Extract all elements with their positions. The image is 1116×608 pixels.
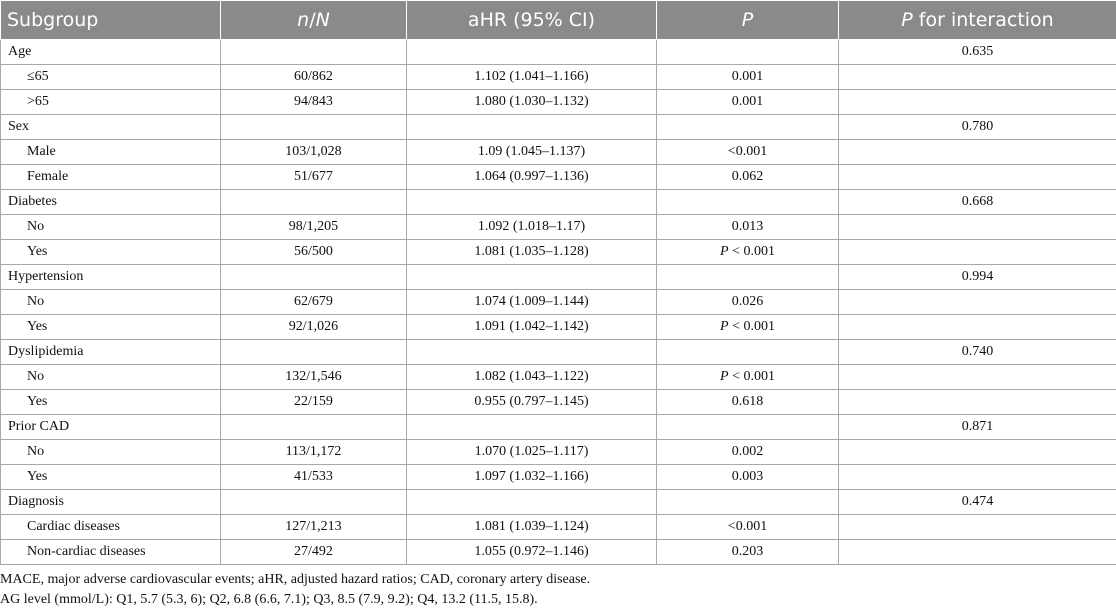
table-row <box>1 315 1116 340</box>
cell-p: 0.001 <box>657 65 839 90</box>
table-group-row <box>1 190 1116 215</box>
cell-p-interaction <box>839 315 1116 340</box>
cell-subgroup: Diagnosis <box>1 490 221 515</box>
cell-ahr: 1.081 (1.035–1.128) <box>407 240 657 265</box>
table-row <box>1 140 1116 165</box>
cell-p-symbol: P <box>720 319 729 334</box>
cell-p <box>657 365 839 390</box>
cell-ahr <box>407 415 657 440</box>
cell-subgroup: Male <box>1 140 221 165</box>
cell-n-over-N: 41/533 <box>221 465 407 490</box>
col-header-N: N <box>315 9 330 31</box>
table-row <box>1 90 1116 115</box>
cell-p: <0.001 <box>657 140 839 165</box>
cell-p-interaction: 0.474 <box>839 490 1116 515</box>
cell-subgroup: Dyslipidemia <box>1 340 221 365</box>
footnote-ag-levels: AG level (mmol/L): Q1, 5.7 (5.3, 6); Q2, 6.8 (6.6, 7.1); Q3, 8.5 (7.9, 9.2); Q4, 13.2 (11.5, 15.8). <box>0 592 538 607</box>
cell-p: 0.002 <box>657 440 839 465</box>
cell-p-interaction <box>839 90 1116 115</box>
cell-n-over-N: 51/677 <box>221 165 407 190</box>
table-row <box>1 365 1116 390</box>
col-header-n-over-N <box>221 1 407 40</box>
cell-subgroup: No <box>1 290 221 315</box>
cell-subgroup: Sex <box>1 115 221 140</box>
cell-ahr: 1.055 (0.972–1.146) <box>407 540 657 565</box>
cell-subgroup: Female <box>1 165 221 190</box>
cell-p-interaction: 0.871 <box>839 415 1116 440</box>
cell-p-interaction <box>839 140 1116 165</box>
col-header-slash: / <box>309 9 316 31</box>
cell-subgroup: Prior CAD <box>1 415 221 440</box>
cell-n-over-N: 98/1,205 <box>221 215 407 240</box>
cell-ahr: 1.09 (1.045–1.137) <box>407 140 657 165</box>
cell-p: 0.003 <box>657 465 839 490</box>
cell-n-over-N: 103/1,028 <box>221 140 407 165</box>
cell-ahr <box>407 490 657 515</box>
cell-p-interaction <box>839 290 1116 315</box>
cell-ahr: 1.080 (1.030–1.132) <box>407 90 657 115</box>
cell-p-interaction: 0.668 <box>839 190 1116 215</box>
cell-p: 0.013 <box>657 215 839 240</box>
col-header-p-interaction-rest: for interaction <box>912 9 1054 31</box>
cell-ahr <box>407 190 657 215</box>
cell-p-interaction <box>839 240 1116 265</box>
cell-subgroup: ≤65 <box>1 65 221 90</box>
table-row <box>1 240 1116 265</box>
cell-p-value: < 0.001 <box>728 244 775 259</box>
table-header <box>1 1 1116 40</box>
table-row <box>1 540 1116 565</box>
cell-p-interaction <box>839 365 1116 390</box>
table-row <box>1 390 1116 415</box>
cell-p <box>657 115 839 140</box>
cell-p: 0.618 <box>657 390 839 415</box>
cell-n-over-N: 127/1,213 <box>221 515 407 540</box>
cell-ahr: 1.097 (1.032–1.166) <box>407 465 657 490</box>
col-header-p-text: P <box>741 9 754 31</box>
cell-ahr <box>407 115 657 140</box>
cell-p: 0.001 <box>657 90 839 115</box>
cell-p <box>657 315 839 340</box>
table-row <box>1 515 1116 540</box>
cell-n-over-N <box>221 415 407 440</box>
cell-n-over-N <box>221 340 407 365</box>
cell-n-over-N: 60/862 <box>221 65 407 90</box>
cell-p <box>657 265 839 290</box>
col-header-p-interaction-p: P <box>901 9 913 31</box>
cell-subgroup: Cardiac diseases <box>1 515 221 540</box>
cell-subgroup: Non-cardiac diseases <box>1 540 221 565</box>
cell-n-over-N <box>221 190 407 215</box>
cell-subgroup: Age <box>1 40 221 65</box>
table-row <box>1 440 1116 465</box>
cell-n-over-N: 94/843 <box>221 90 407 115</box>
cell-p: 0.026 <box>657 290 839 315</box>
cell-p <box>657 240 839 265</box>
cell-p: 0.062 <box>657 165 839 190</box>
cell-subgroup: No <box>1 215 221 240</box>
col-header-p <box>657 1 839 40</box>
table-group-row <box>1 340 1116 365</box>
table-group-row <box>1 265 1116 290</box>
cell-subgroup: >65 <box>1 90 221 115</box>
cell-n-over-N: 27/492 <box>221 540 407 565</box>
table-group-row <box>1 490 1116 515</box>
col-header-ahr-text: aHR (95% CI) <box>467 9 596 31</box>
cell-n-over-N <box>221 265 407 290</box>
cell-p <box>657 490 839 515</box>
table-row <box>1 165 1116 190</box>
table-row <box>1 65 1116 90</box>
cell-p-value: < 0.001 <box>728 319 775 334</box>
cell-n-over-N: 22/159 <box>221 390 407 415</box>
table-group-row <box>1 115 1116 140</box>
header-row <box>1 1 1116 40</box>
col-header-p-interaction <box>839 1 1116 40</box>
cell-p-interaction <box>839 515 1116 540</box>
cell-ahr: 1.091 (1.042–1.142) <box>407 315 657 340</box>
cell-p-interaction <box>839 465 1116 490</box>
cell-n-over-N: 113/1,172 <box>221 440 407 465</box>
table-group-row <box>1 40 1116 65</box>
cell-p-value: < 0.001 <box>728 369 775 384</box>
cell-p-interaction <box>839 65 1116 90</box>
cell-p-interaction: 0.740 <box>839 340 1116 365</box>
table-row <box>1 290 1116 315</box>
cell-ahr: 1.070 (1.025–1.117) <box>407 440 657 465</box>
cell-ahr: 1.092 (1.018–1.17) <box>407 215 657 240</box>
cell-n-over-N <box>221 490 407 515</box>
cell-subgroup: Yes <box>1 240 221 265</box>
cell-p: <0.001 <box>657 515 839 540</box>
cell-p-interaction <box>839 165 1116 190</box>
cell-n-over-N: 132/1,546 <box>221 365 407 390</box>
cell-p <box>657 340 839 365</box>
cell-subgroup: Yes <box>1 315 221 340</box>
cell-p <box>657 415 839 440</box>
cell-subgroup: No <box>1 440 221 465</box>
cell-subgroup: No <box>1 365 221 390</box>
cell-p-interaction: 0.780 <box>839 115 1116 140</box>
cell-ahr <box>407 40 657 65</box>
col-header-n: n <box>297 9 310 31</box>
cell-p <box>657 40 839 65</box>
cell-subgroup: Hypertension <box>1 265 221 290</box>
cell-p-interaction: 0.635 <box>839 40 1116 65</box>
col-header-ahr <box>407 1 657 40</box>
cell-p-interaction <box>839 390 1116 415</box>
col-header-subgroup-text: Subgroup <box>7 9 99 31</box>
table-row <box>1 215 1116 240</box>
cell-n-over-N: 92/1,026 <box>221 315 407 340</box>
cell-subgroup: Yes <box>1 465 221 490</box>
cell-p-symbol: P <box>720 369 729 384</box>
cell-p-interaction <box>839 540 1116 565</box>
cell-ahr: 0.955 (0.797–1.145) <box>407 390 657 415</box>
cell-ahr: 1.074 (1.009–1.144) <box>407 290 657 315</box>
table-row <box>1 465 1116 490</box>
cell-p: 0.203 <box>657 540 839 565</box>
cell-p-interaction <box>839 215 1116 240</box>
table-group-row <box>1 415 1116 440</box>
cell-ahr <box>407 340 657 365</box>
cell-subgroup: Diabetes <box>1 190 221 215</box>
cell-ahr: 1.081 (1.039–1.124) <box>407 515 657 540</box>
cell-p-interaction: 0.994 <box>839 265 1116 290</box>
cell-n-over-N: 62/679 <box>221 290 407 315</box>
cell-ahr: 1.064 (0.997–1.136) <box>407 165 657 190</box>
cell-ahr: 1.102 (1.041–1.166) <box>407 65 657 90</box>
cell-subgroup: Yes <box>1 390 221 415</box>
cell-ahr <box>407 265 657 290</box>
cell-n-over-N <box>221 115 407 140</box>
cell-p-interaction <box>839 440 1116 465</box>
table-body <box>1 40 1116 565</box>
col-header-subgroup <box>1 1 221 40</box>
cell-p-symbol: P <box>720 244 729 259</box>
footnote-abbreviations: MACE, major adverse cardiovascular events; aHR, adjusted hazard ratios; CAD, coronary artery disease. <box>0 572 591 587</box>
cell-p <box>657 190 839 215</box>
cell-n-over-N <box>221 40 407 65</box>
cell-n-over-N: 56/500 <box>221 240 407 265</box>
cell-ahr: 1.082 (1.043–1.122) <box>407 365 657 390</box>
